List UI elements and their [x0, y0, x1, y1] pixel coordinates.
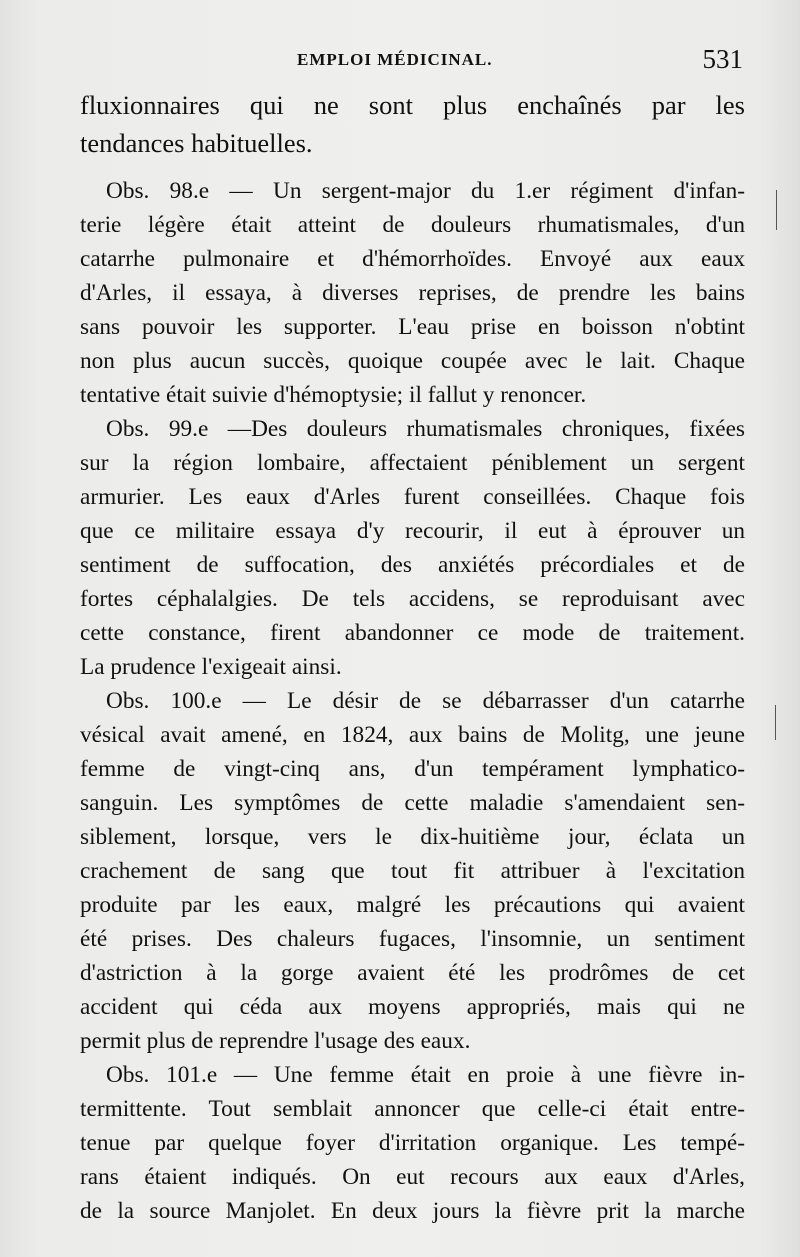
- text-line: termittente. Tout semblait annoncer que celle-ci était entre-: [80, 1096, 745, 1122]
- text-line: tenue par quelque foyer d'irritation organique. Les tempé-: [80, 1130, 745, 1156]
- observation-101: [80, 1058, 745, 1228]
- body-text: [80, 86, 745, 1228]
- text-line: La prudence l'exigeait ainsi.: [80, 654, 342, 680]
- margin-mark: [776, 190, 777, 230]
- page-number: 531: [702, 44, 743, 74]
- text-line: Obs. 100.e — Le désir de se débarrasser d'un catarrhe: [106, 688, 745, 714]
- text-line: de la source Manjolet. En deux jours la fièvre prit la marche: [80, 1198, 745, 1224]
- text-line: Obs. 99.e —Des douleurs rhumatismales chroniques, fixées: [106, 416, 745, 442]
- text-line: accident qui céda aux moyens appropriés, mais qui ne: [80, 994, 745, 1020]
- text-line: tendances habituelles.: [80, 128, 313, 158]
- intro-paragraph: [80, 86, 745, 162]
- text-line: crachement de sang que tout fit attribuer à l'excitation: [80, 858, 745, 884]
- text-line: été prises. Des chaleurs fugaces, l'insomnie, un sentiment: [80, 926, 745, 952]
- text-line: rans étaient indiqués. On eut recours aux eaux d'Arles,: [80, 1164, 745, 1190]
- text-line: fortes céphalalgies. De tels accidens, se reproduisant avec: [80, 586, 745, 612]
- text-line: non plus aucun succès, quoique coupée avec le lait. Chaque: [80, 348, 745, 374]
- text-line: siblement, lorsque, vers le dix-huitième jour, éclata un: [80, 824, 745, 850]
- text-line: Obs. 101.e — Une femme était en proie à une fièvre in-: [106, 1062, 745, 1088]
- text-line: armurier. Les eaux d'Arles furent conseillées. Chaque fois: [80, 484, 745, 510]
- text-line: femme de vingt-cinq ans, d'un tempérament lymphatico-: [80, 756, 745, 782]
- page-header: [80, 44, 745, 80]
- text-line: sentiment de suffocation, des anxiétés précordiales et de: [80, 552, 745, 578]
- text-line: sur la région lombaire, affectaient péniblement un sergent: [80, 450, 745, 476]
- observation-99: [80, 412, 745, 684]
- text-line: produite par les eaux, malgré les précautions qui avaient: [80, 892, 745, 918]
- text-line: fluxionnaires qui ne sont plus enchaînés par les: [80, 90, 745, 120]
- running-head: EMPLOI MÉDICINAL.: [297, 50, 493, 69]
- text-line: que ce militaire essaya d'y recourir, il eut à éprouver un: [80, 518, 745, 544]
- text-line: terie légère était atteint de douleurs rhumatismales, d'un: [80, 212, 745, 238]
- text-line: catarrhe pulmonaire et d'hémorrhoïdes. Envoyé aux eaux: [80, 246, 745, 272]
- observation-100: [80, 684, 745, 1058]
- observation-98: [80, 174, 745, 412]
- margin-mark: [775, 705, 776, 740]
- text-line: d'Arles, il essaya, à diverses reprises, de prendre les bains: [80, 280, 745, 306]
- text-line: vésical avait amené, en 1824, aux bains de Molitg, une jeune: [80, 722, 745, 748]
- text-line: cette constance, firent abandonner ce mode de traitement.: [80, 620, 745, 646]
- text-line: d'astriction à la gorge avaient été les prodrômes de cet: [80, 960, 745, 986]
- text-line: Obs. 98.e — Un sergent-major du 1.er régiment d'infan-: [106, 178, 745, 204]
- text-line: sans pouvoir les supporter. L'eau prise en boisson n'obtint: [80, 314, 745, 340]
- text-line: sanguin. Les symptômes de cette maladie s'amendaient sen-: [80, 790, 745, 816]
- text-line: permit plus de reprendre l'usage des eaux.: [80, 1028, 471, 1054]
- text-line: tentative était suivie d'hémoptysie; il fallut y renoncer.: [80, 382, 587, 408]
